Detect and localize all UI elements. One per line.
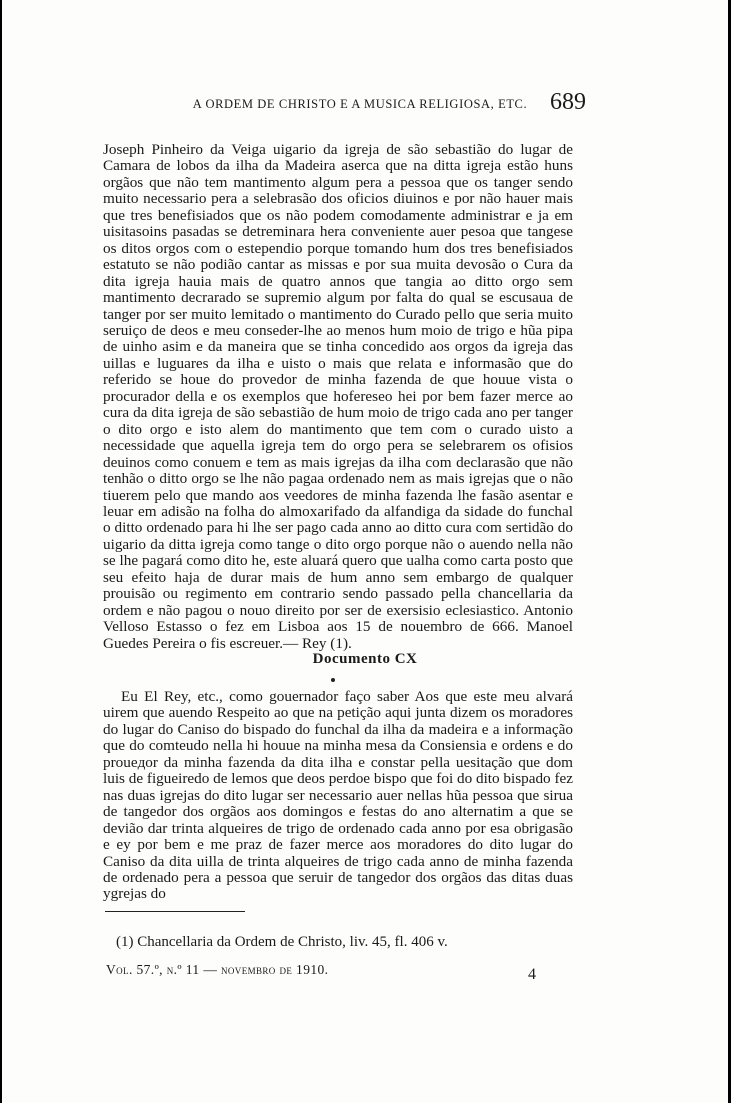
footnote: (1) Chancellaria da Ordem de Christo, liv. 45, fl. 406 v. [116,934,448,950]
document-heading: Documento CX [312,651,418,667]
page-number: 689 [550,89,586,115]
signature-mark: 4 [528,966,536,983]
running-title: A ORDEM DE CHRISTO E A MUSICA RELIGIOSA, ETC. [192,97,528,111]
decorative-dot [331,678,335,682]
footnote-rule [105,911,245,912]
volume-text: Vol. 57.º, n.º 11 — novembro de 1910. [106,962,329,977]
paragraph-1: Joseph Pinheiro da Veiga uigario da igreja de são sebastião do lugar de Camara de lobos da ilha da Madeira aserca que na ditta igreja estão huns orgãos que não tem mantimento algum pera a pessoa que os tanger sendo muito necessario pera a selebrasão dos oficios diuinos e por não hauer mais que tres benefisiados que os não podem comodamente administrar e ja em uisitasoins pasadas se detreminara hera conveniente auer pesoa que tangese os ditos orgos com o estependio porque tomando hum dos tres benefisiados estatuto se não podião cantar as missas e por sua muita devosão o Cura da dita igreja hauia mais de quatro annos que tangia ao ditto orgo sem mantimento decrarado se supremio algum por falta do qual se escusaua de tanger por ser muito lemitado o mantimento do Curado pello que seria muito seruiço de deos e meu conseder-lhe ao menos hum moio de trigo e hũa pipa de uinho asim e da maneira que se tinha concedido aos orgos da igreja das uillas e luguares da ilha e uisto o mais que relata e informasão que do referido se houe do provedor de minha fazenda de que houue vista o procurador della e os exemplos que hofereseo hei por bem fazer merce ao cura da dita igreja de são sebastião de hum moio de trigo cada ano per tanger o dito orgo e isto alem do mantimento que tem com o curado uisto a necessidade que aquella igreja tem do orgo pera se selebrarem os ofisios deuinos como conuem e tem as mais igrejas da ilha com declarasão que não tenhão o ditto orgo se lhe não pagaa ordenado nem as mais igrejas que o não tiuerem pelo que mando aos veedores de minha fazenda lhe fasão asentar e leuar em adisão na folha do almoxarifado da alfandiga da sidade do funchal o ditto ordenado para hi lhe ser pago cada anno ao ditto cura com sertidão do uigario da ditta igreja como tange o dito orgo porque não o auendo nella não se lhe pagará como dito he, este aluará quero que ualha como carta posto que seu efeito haja de durar mais de hum anno sem embargo de qualquer prouisão ou regimento em contrario sendo passado pella chancellaria da ordem e não pagou o nouo direito por ser de exersisio eclesiastico. Antonio Velloso Estasso o fez em Lisboa aos 15 de nouembro de 666. Manoel Guedes Pereira o fis escreuer.— Rey (1). [103,141,573,652]
volume-line [106,962,328,978]
paragraph-2: Eu El Rey, etc., como gouernador faço saber Aos que este meu alvará uirem que auendo Respeito ao que na petição aqui junta dizem os moradores do lugar do Caniso do bispado do funchal da ilha da madeira e a informação que do comteudo nella hi houue na minha mesa da Consiensia e ordens e do proueдor da minha fazenda da dita ilha e constar pella uesitação que dom luis de figueiredo de lemos que deos perdoe bispo que foi do dito bispado fez nas duas igrejas do dito lugar ser necessario auer nellas hũa pessoa que sirua de tangedor dos orgãos aos domingos e festas do ano alternatim a que se devião dar trinta alqueires de trigo de ordenado cada anno por esa obrigasão e ey por bem e me praz de fazer merce aos moradores do dito lugar do Caniso da dita uilla de trinta alqueires de trigo cada anno de minha fazenda de ordenado pera a pessoa que seruir de tangedor dos orgãos das ditas duas ygrejas do [103,688,573,903]
